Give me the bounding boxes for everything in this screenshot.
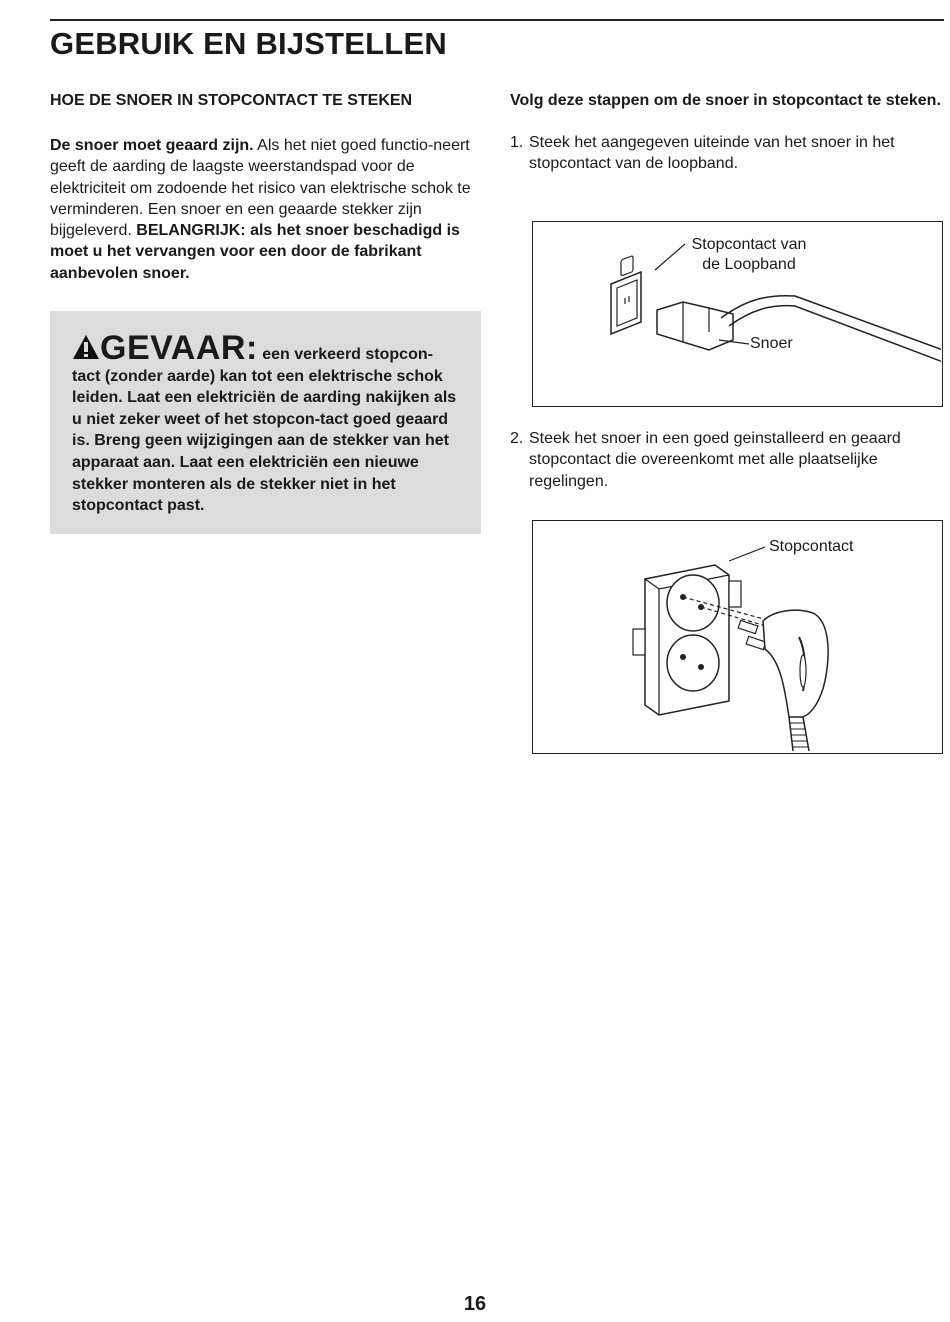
para-text: Als het niet goed functio-neert geeft de aarding de laagste weerstandspad voor de elektriciteit om zodoende het risico van elektrische schok te verminderen. Een snoer en een geaarde stekker zijn bijgeleverd. — [50, 137, 471, 240]
step-1 — [510, 132, 946, 175]
top-rule — [50, 19, 944, 21]
page-number: 16 — [463, 1293, 487, 1315]
danger-message: een verkeerd stopcon-tact (zonder aarde) kan tot een elektrische schok leiden. Laat een elektriciën de aarding nakijken als u niet zeker weet of het stopcon-tact goed geaard is. Breng geen wijzigingen aan de stekker van het apparaat aan. Laat een elektriciën een nieuwe stekker monteren als de stekker niet in het stopcontact past. — [72, 346, 457, 515]
cord-label: Snoer — [750, 335, 793, 352]
figure-wall-outlet — [532, 520, 943, 754]
para-important-note: BELANGRIJK: als het snoer beschadigd is moet u het vervangen voor een door de fabrikant aanbevolen snoer. — [50, 222, 460, 282]
step-2 — [510, 428, 946, 492]
right-column-step-2 — [510, 428, 946, 492]
danger-word: GEVAAR: — [100, 329, 258, 367]
outlet-label-line2: de Loopband — [702, 256, 796, 273]
danger-box — [50, 311, 481, 534]
warning-triangle-icon — [72, 334, 100, 360]
figure-treadmill-outlet — [532, 221, 943, 407]
outlet-label — [683, 235, 815, 275]
steps-intro: Volg deze stappen om de snoer in stopcontact te steken. — [510, 92, 941, 109]
outlet-label-line1: Stopcontact van — [691, 236, 807, 253]
right-column — [510, 90, 946, 175]
page-title: GEBRUIK EN BIJSTELLEN — [50, 26, 447, 61]
step-text: Steek het snoer in een goed geinstalleerd en geaard stopcontact die overeenkomt met alle plaatselijke regelingen. — [529, 430, 901, 490]
step-number: 1. — [510, 134, 524, 151]
grounding-paragraph — [50, 135, 482, 284]
left-column — [50, 90, 482, 284]
step-number: 2. — [510, 430, 524, 447]
step-text: Steek het aangegeven uiteinde van het snoer in het stopcontact van de loopband. — [529, 134, 895, 173]
para-bold-lead: De snoer moet geaard zijn. — [50, 137, 254, 154]
section-heading: HOE DE SNOER IN STOPCONTACT TE STEKEN — [50, 92, 413, 109]
danger-text — [72, 329, 461, 517]
wall-outlet-label: Stopcontact — [769, 538, 854, 555]
wall-outlet-illustration — [533, 521, 941, 752]
